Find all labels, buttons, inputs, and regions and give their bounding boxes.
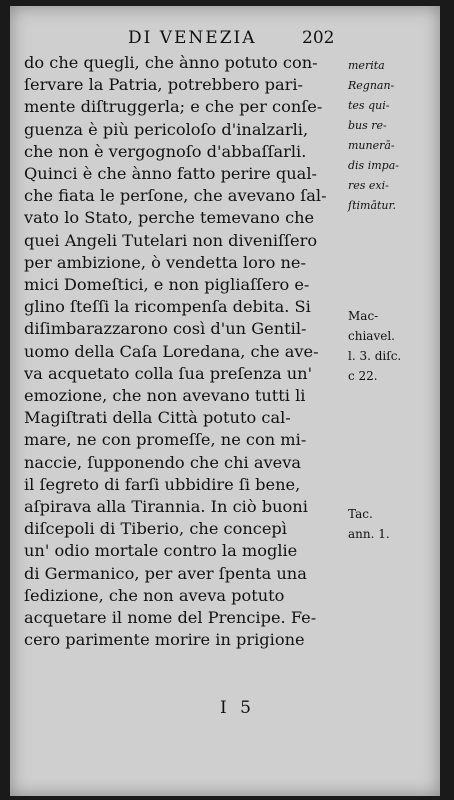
text-line: diſcepoli di Tiberio, che concepì xyxy=(24,519,287,539)
text-line: mare, ne con promeſſe, ne con mi- xyxy=(24,430,307,450)
text-line: il ſegreto di farſi ubbidire ſi bene, xyxy=(24,474,301,494)
book-page xyxy=(10,6,440,796)
body-text xyxy=(24,52,344,651)
margin-note-line: chiavel. xyxy=(348,329,395,343)
text-line: un' odio mortale contro la moglie xyxy=(24,541,298,561)
running-head: DI VENEZIA xyxy=(128,28,257,48)
text-line: diſimbarazzarono così d'un Gentil- xyxy=(24,319,307,339)
text-line: mici Domeſtici, e non pigliaſſero e- xyxy=(24,275,310,295)
margin-note-line: Tac. xyxy=(348,507,373,521)
text-line: Quinci è che ànno fatto perire qual- xyxy=(24,164,317,184)
margin-note-line: munerā- xyxy=(348,139,395,152)
margin-note-tacitus xyxy=(348,504,436,544)
text-line: che non è vergognoſo d'abbaſſarli. xyxy=(24,141,307,161)
text-line: naccie, ſupponendo che chi aveva xyxy=(24,452,302,472)
text-line: ſedizione, che non aveva potuto xyxy=(24,585,285,605)
margin-note-line: bus re- xyxy=(348,119,387,132)
text-line: acquetare il nome del Prencipe. Fe- xyxy=(24,608,317,628)
margin-note-line: dis impa- xyxy=(348,159,399,172)
margin-note-line: ann. 1. xyxy=(348,527,390,541)
text-line: glino ſteſſi la ricompenſa debita. Si xyxy=(24,297,311,317)
text-line: uomo della Caſa Loredana, che ave- xyxy=(24,341,319,361)
page-number: 202 xyxy=(302,28,335,48)
text-line: emozione, che non avevano tutti li xyxy=(24,386,306,406)
text-line: per ambizione, ò vendetta loro ne- xyxy=(24,252,306,272)
signature-mark: I 5 xyxy=(220,698,255,718)
margin-note-line: Regnan- xyxy=(348,79,395,92)
text-line: Magiſtrati della Città potuto cal- xyxy=(24,408,291,428)
text-line: mente diſtruggerla; e che per conſe- xyxy=(24,97,323,117)
margin-note-line: tes qui- xyxy=(348,99,390,112)
margin-note-line: res exi- xyxy=(348,179,389,192)
margin-note-line: merita xyxy=(348,59,385,72)
margin-note-line: c 22. xyxy=(348,369,378,383)
text-line: che fiata le perſone, che avevano ſal- xyxy=(24,186,327,206)
text-line: vato lo Stato, perche temevano che xyxy=(24,208,315,228)
text-line: ſervare la Patria, potrebbero pari- xyxy=(24,75,303,95)
text-line: di Germanico, per aver ſpenta una xyxy=(24,563,307,583)
margin-note-line: l. 3. diſc. xyxy=(348,349,402,363)
text-line: aſpirava alla Tirannia. In ciò buoni xyxy=(24,497,308,517)
text-line: do che quegli, che ànno potuto con- xyxy=(24,53,318,72)
text-line: va acquetato colla ſua preſenza un' xyxy=(24,363,313,383)
text-line: quei Angeli Tutelari non diveniſſero xyxy=(24,230,318,250)
margin-note-machiavelli xyxy=(348,306,436,386)
margin-note-line: Mac- xyxy=(348,309,379,323)
margin-note-merita xyxy=(348,56,436,216)
text-line: guenza è più pericoloſo d'inalzarli, xyxy=(24,119,309,139)
text-line: cero parimente morire in prigione xyxy=(24,630,305,650)
margin-note-line: ſtimātur. xyxy=(348,199,397,212)
